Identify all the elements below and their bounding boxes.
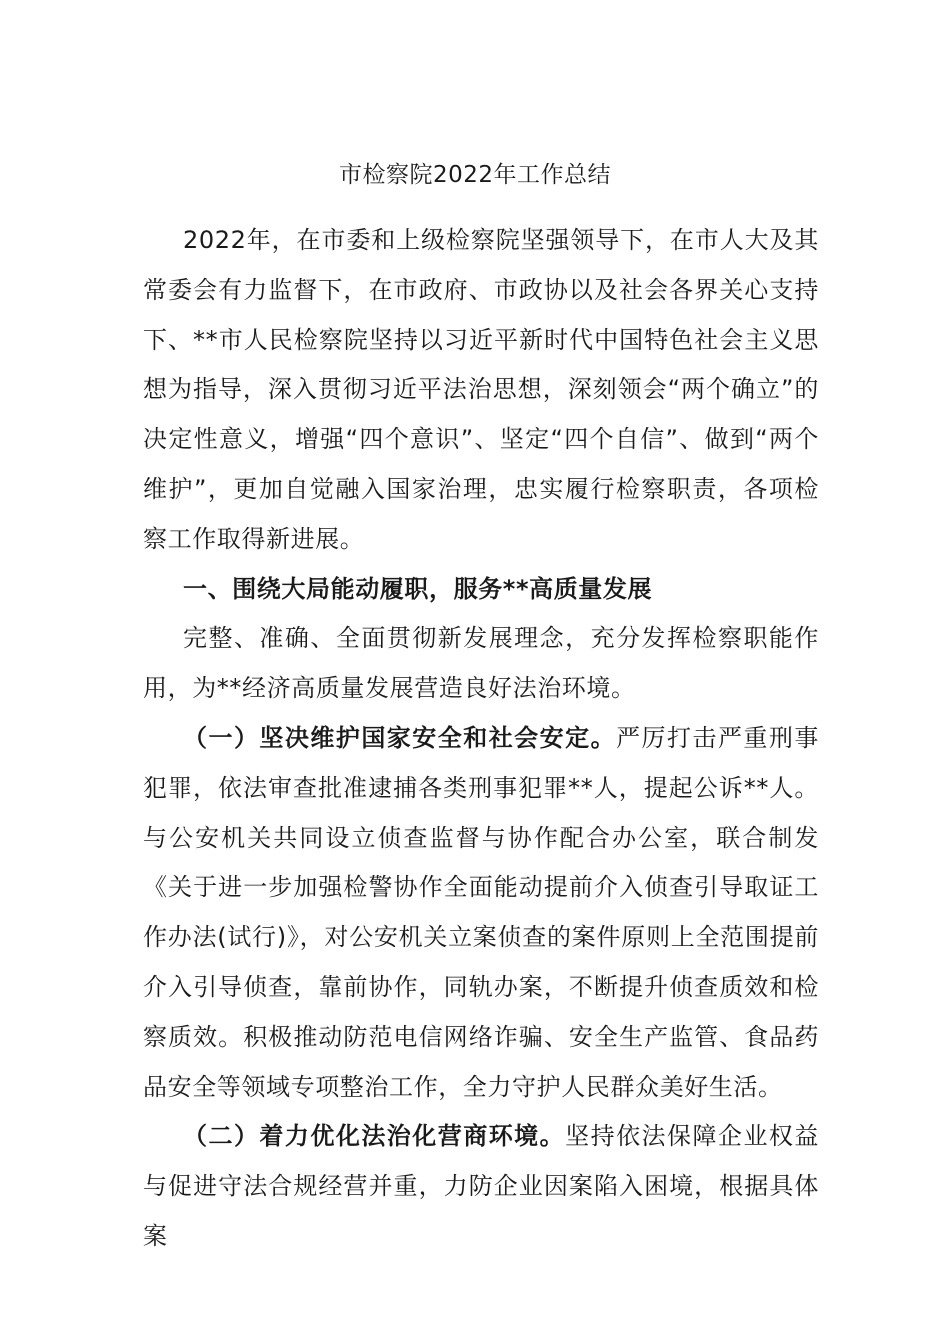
document-body bbox=[143, 216, 819, 1262]
subsection-lead-2: （二）着力优化法治化营商环境。 bbox=[183, 1122, 566, 1151]
subsection-lead-1: （一）坚决维护国家安全和社会安定。 bbox=[183, 723, 617, 752]
subsection-paragraph-2 bbox=[143, 1112, 819, 1261]
section-summary-paragraph: 完整、准确、全面贯彻新发展理念，充分发挥检察职能作用，为**经济高质量发展营造良好法治环境。 bbox=[143, 624, 819, 703]
document-title: 市检察院2022年工作总结 bbox=[338, 162, 612, 188]
subsection-paragraph-1 bbox=[143, 714, 819, 1112]
subsection-text-1: 严厉打击严重刑事犯罪，依法审查批准逮捕各类刑事犯罪**人，提起公诉**人。与公安机关共同设立侦查监督与协作配合办公室，联合制发《关于进一步加强检警协作全面能动提前介入侦查引导取证工作办法(试行)》，对公安机关立案侦查的案件原则上全范围提前介入引导侦查，靠前协作，同轨办案，不断提升侦查质效和检察质效。积极推动防范电信网络诈骗、安全生产监管、食品药品安全等领域专项整治工作，全力守护人民群众美好生活。 bbox=[143, 723, 819, 1101]
subsection-text-2: 坚持依法保障企业权益与促进守法合规经营并重，力防企业因案陷入困境，根据具体案 bbox=[143, 1122, 819, 1250]
section-heading: 一、围绕大局能动履职，服务**高质量发展 bbox=[183, 574, 653, 603]
intro-paragraph: 2022年，在市委和上级检察院坚强领导下，在市人大及其常委会有力监督下，在市政府、市政协以及社会各界关心支持下、**市人民检察院坚持以习近平新时代中国特色社会主义思想为指导，深入贯彻习近平法治思想，深刻领会“两个确立”的决定性意义，增强“四个意识”、坚定“四个自信”、做到“两个维护”，更加自觉融入国家治理，忠实履行检察职责，各项检察工作取得新进展。 bbox=[143, 226, 819, 553]
